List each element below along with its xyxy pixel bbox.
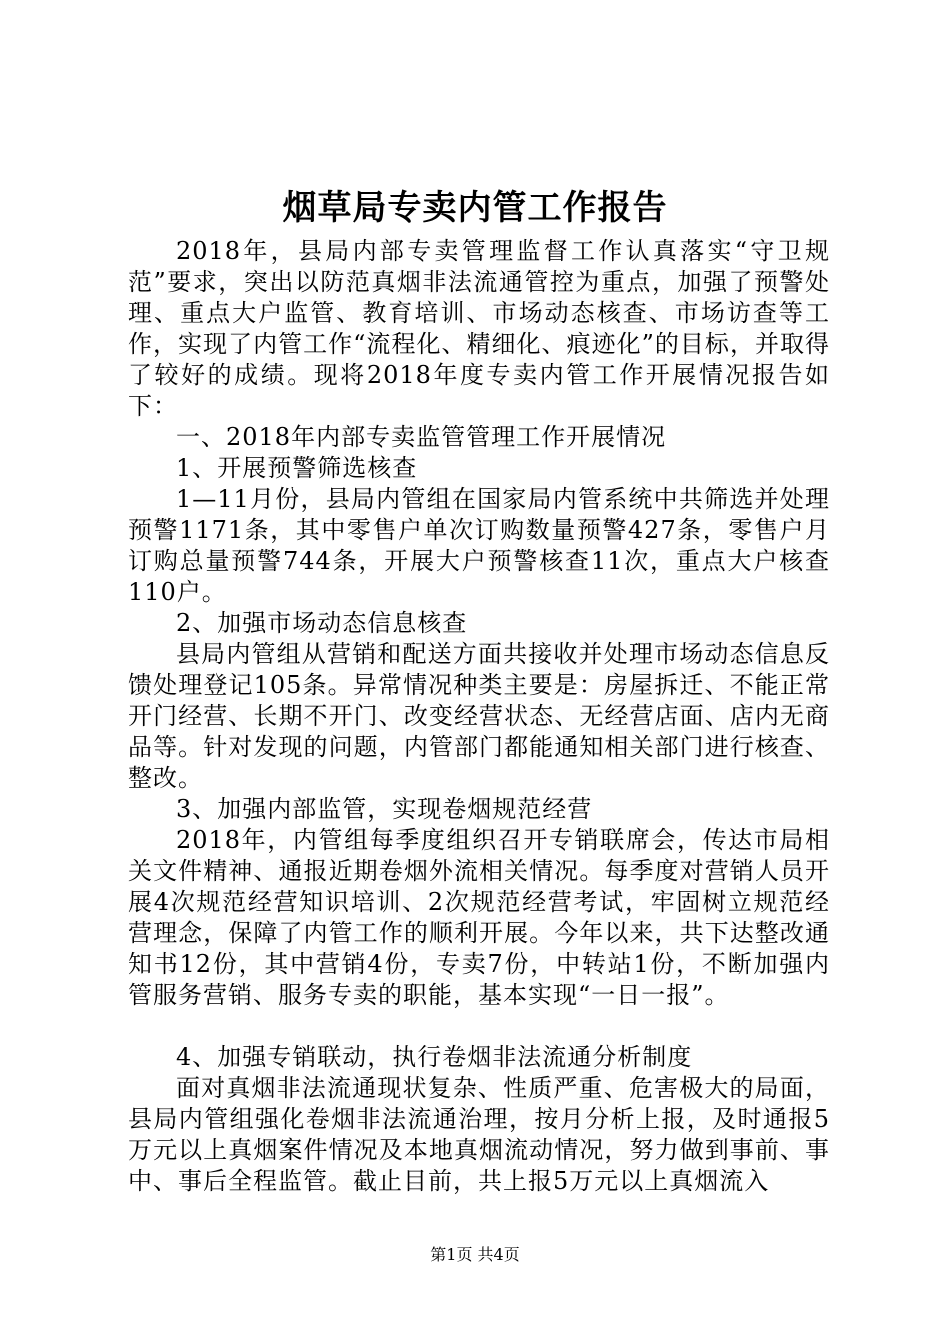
paragraph-illegal-circulation: 面对真烟非法流通现状复杂、性质严重、危害极大的局面，县局内管组强化卷烟非法流通治理，按月分析上报，及时通报5万元以上真烟案件情况及本地真烟流动情况，努力做到事前、事中、事后全程监管。截止目前，共上报5万元以上真烟流入	[128, 1074, 830, 1195]
subheading-4: 4、加强专销联动，执行卷烟非法流通分析制度	[176, 1043, 693, 1071]
paragraph-intro: 2018年，县局内部专卖管理监督工作认真落实“守卫规范”要求，突出以防范真烟非法流通管控为重点，加强了预警处理、重点大户监管、教育培训、市场动态核查、市场访查等工作，实现了内管工作“流程化、精细化、痕迹化”的目标，并取得了较好的成绩。现将2018年度专卖内管工作开展情况报告如下：	[128, 237, 830, 420]
paragraph-market-info: 县局内管组从营销和配送方面共接收并处理市场动态信息反馈处理登记105条。异常情况种类主要是：房屋拆迁、不能正常开门经营、长期不开门、改变经营状态、无经营店面、店内无商品等。针对发现的问题，内管部门都能通知相关部门进行核查、整改。	[128, 640, 830, 792]
subheading-2: 2、加强市场动态信息核查	[176, 609, 468, 637]
page-footer: 第1页 共4页	[430, 1245, 520, 1264]
document-title: 烟草局专卖内管工作报告	[282, 188, 668, 228]
section-heading-1: 一、2018年内部专卖监管管理工作开展情况	[176, 423, 667, 451]
subheading-3: 3、加强内部监管，实现卷烟规范经营	[176, 795, 593, 823]
document-body	[128, 236, 830, 1197]
subheading-1: 1、开展预警筛选核查	[176, 454, 418, 482]
paragraph-gap	[128, 1011, 830, 1042]
paragraph-warning-check: 1—11月份，县局内管组在国家局内管系统中共筛选并处理预警1171条，其中零售户单次订购数量预警427条，零售户月订购总量预警744条，开展大户预警核查11次，重点大户核查110户。	[128, 485, 830, 606]
paragraph-internal-supervision: 2018年，内管组每季度组织召开专销联席会，传达市局相关文件精神、通报近期卷烟外流相关情况。每季度对营销人员开展4次规范经营知识培训、2次规范经营考试，牢固树立规范经营理念，保障了内管工作的顺利开展。今年以来，共下达整改通知书12份，其中营销4份，专卖7份，中转站1份，不断加强内管服务营销、服务专卖的职能，基本实现“一日一报”。	[128, 826, 830, 1009]
